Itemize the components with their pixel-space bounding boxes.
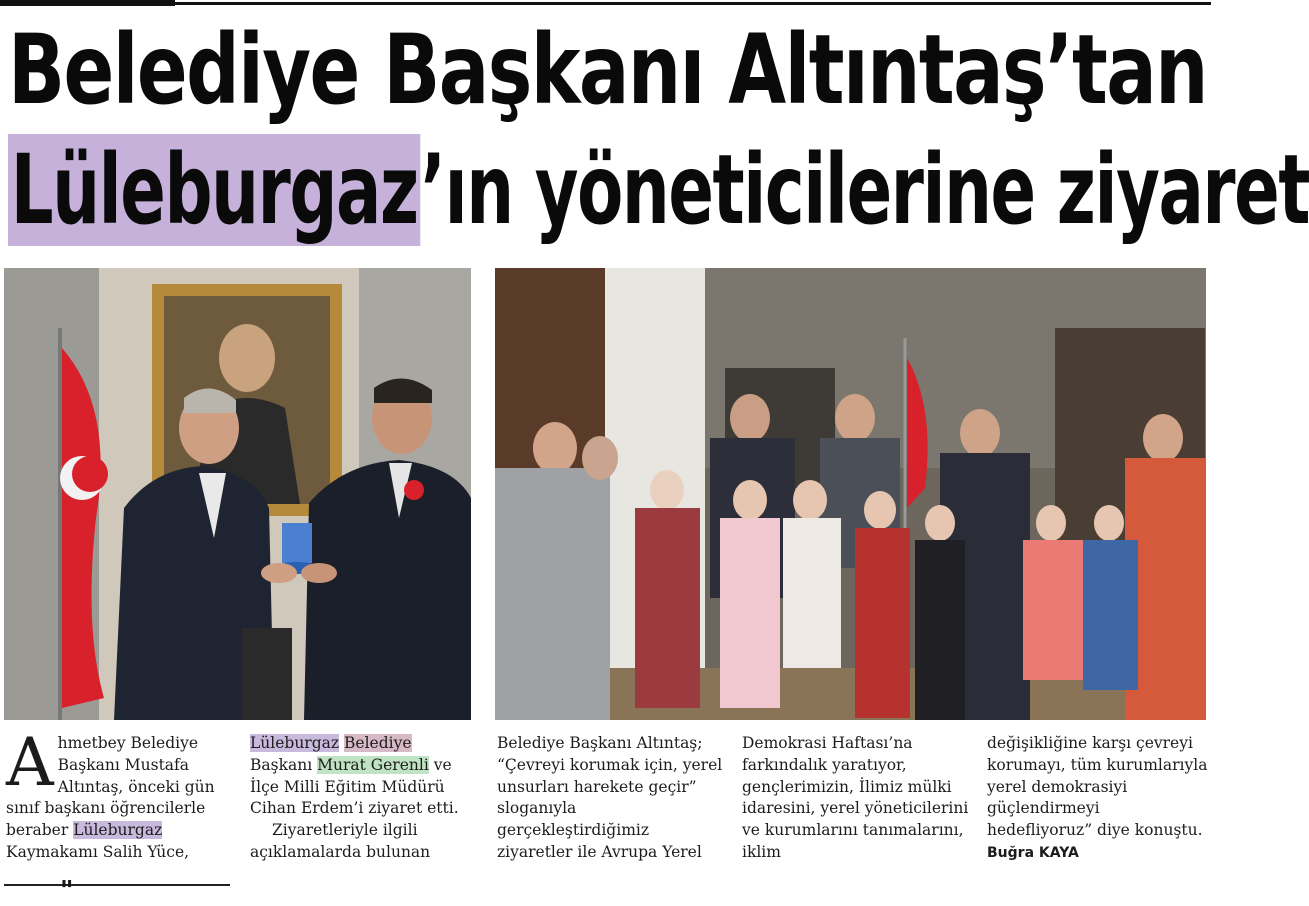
column-rule [4, 884, 230, 886]
col1-text-b: Kaymakamı Salih Yüce, [6, 842, 190, 861]
quote-mark: " [60, 876, 74, 906]
top-rule [0, 0, 1211, 6]
photo-group-students [495, 268, 1206, 720]
headline-line-2-rest: ’ın yöneticilerine ziyaret [420, 134, 1309, 246]
headline-line-2 [8, 134, 1309, 246]
col2-highlight-1: Lüleburgaz [250, 734, 340, 752]
article-column-1 [6, 724, 226, 864]
col1-highlight: Lüleburgaz [73, 821, 163, 840]
headline-highlight: Lüleburgaz [8, 134, 421, 246]
col2-text-b: ve İlçe Milli Eğitim Müdürü Cihan Erdem’i ziyaret etti. [250, 755, 459, 818]
col2-text-c: Ziyaretleriyle ilgili açıklamalarda bulunan [250, 821, 431, 861]
col5-text: değişikliğine karşı çevreyi korumayı, tüm kurumlarıyla yerel demokrasiyi güçlendirmeyi hedefliyoruz” diye konuştu. [987, 734, 1208, 840]
byline: Buğra KAYA [987, 844, 1079, 861]
drop-cap: A [6, 724, 54, 801]
article-column-2 [250, 733, 474, 864]
col1-text-a: hmetbey Belediye Başkanı Mustafa Altıntaş, önceki gün sınıf başkanı öğrencilerle beraber [6, 734, 215, 840]
col2-highlight-2: Belediye [344, 734, 412, 752]
article-column-5 [987, 733, 1209, 865]
photo-award-handover [4, 268, 471, 720]
col2-highlight-3: Murat Gerenli [317, 755, 429, 774]
article-column-3: Belediye Başkanı Altıntaş; “Çevreyi korumak için, yerel unsurları harekete geçir” sloganıyla gerçekleştirdiğimiz ziyaretler ile Avrupa Yerel [497, 734, 723, 861]
article-column-4: Demokrasi Haftası’na farkındalık yaratıyor, gençlerimizin, İlimiz mülki idaresini, yerel yöneticilerini ve kurumlarını tanımalarını, iklim [742, 734, 969, 861]
col2-text-a: Başkanı [250, 755, 318, 774]
headline-line-1: Belediye Başkanı Altıntaş’tan [8, 14, 1207, 126]
